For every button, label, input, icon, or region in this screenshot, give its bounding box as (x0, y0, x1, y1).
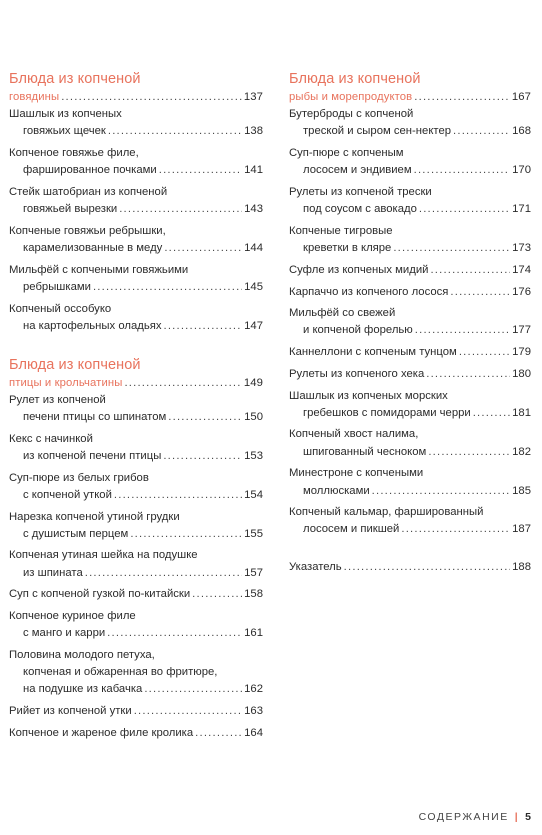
page-ref: 180 (512, 367, 531, 380)
entry-text: Копченое и жареное филе кролика (9, 726, 194, 739)
page-ref: 155 (244, 527, 263, 540)
page-footer (419, 811, 531, 823)
dot-leader (119, 201, 242, 218)
entry-last-line (9, 526, 263, 543)
page-ref: 167 (511, 91, 531, 103)
page-number: 5 (525, 811, 531, 823)
entry-text: фаршированное почками (23, 164, 157, 177)
entry-text: говяжьих щечек (23, 125, 106, 138)
toc-section (9, 70, 263, 335)
entry-last-line (9, 201, 263, 218)
toc-entry[interactable] (289, 305, 531, 339)
section-heading-text: говядины (9, 91, 60, 103)
page-ref: 147 (244, 319, 263, 332)
section-heading-line: Блюда из копченой (9, 356, 141, 373)
entry-title-line: Суп-пюре из белых грибов (9, 471, 149, 484)
dot-leader (144, 681, 242, 698)
entry-text: Суп с копченой гузкой по-китайски (9, 588, 191, 601)
footer-section-label: СОДЕРЖАНИЕ (418, 811, 509, 823)
page-ref: 153 (244, 449, 263, 462)
dot-leader (419, 201, 510, 218)
entry-last-line (9, 703, 263, 720)
section-heading-text: рыбы и морепродуктов (289, 91, 413, 103)
entry-title-line: Копченые говяжьи ребрышки, (9, 224, 166, 237)
dot-leader (428, 444, 510, 461)
toc-entry[interactable] (289, 284, 531, 301)
section-heading-text: птицы и крольчатины (9, 376, 123, 389)
dot-leader (93, 279, 242, 296)
toc-entry[interactable] (9, 547, 263, 581)
page-ref: 177 (512, 324, 531, 337)
section-spacer (289, 543, 531, 559)
entry-last-line (289, 344, 531, 361)
entry-title-line: Копченые тигровые (289, 224, 393, 237)
page-ref: 163 (244, 705, 263, 718)
entry-title-line: копченая и обжаренная во фритюре, (23, 666, 218, 679)
dot-leader (107, 625, 242, 642)
toc-entry[interactable] (9, 586, 263, 603)
toc-entry[interactable] (9, 647, 263, 699)
toc-entry[interactable] (289, 366, 531, 383)
page-ref: 161 (244, 627, 263, 640)
entry-title-line: Копченая утиная шейка на подушке (9, 549, 198, 562)
entry-text: шпигованный чесноком (303, 445, 427, 458)
page-ref: 179 (512, 346, 531, 359)
entry-last-line (289, 483, 531, 500)
dot-leader (453, 123, 510, 140)
section-heading-line: Блюда из копченой (9, 71, 141, 87)
entry-last-line (289, 322, 531, 339)
toc-entry[interactable] (289, 106, 531, 140)
entry-last-line (289, 201, 531, 218)
dot-leader (430, 262, 510, 279)
page-ref: 149 (243, 376, 263, 389)
page-ref: 187 (512, 523, 531, 536)
page-ref: 185 (512, 484, 531, 497)
toc-entry[interactable] (9, 184, 263, 218)
entry-title-line: Рулет из копченой (9, 393, 106, 406)
entry-text: говяжьей вырезки (23, 203, 118, 216)
page-ref: 157 (244, 566, 263, 579)
entry-text: Каннеллони с копченым тунцом (289, 346, 457, 359)
entry-last-line (9, 681, 263, 698)
entry-title-line: Нарезка копченой утиной грудки (9, 510, 180, 523)
entry-text: гребешков с помидорами черри (303, 406, 471, 419)
entry-title-line: Минестроне с копчеными (289, 467, 424, 480)
dot-leader (414, 89, 510, 106)
entry-last-line (9, 409, 263, 426)
entry-text: ребрышками (23, 281, 91, 294)
entry-title-line: Шашлык из копченых (9, 108, 122, 121)
index-text: Указатель (289, 561, 342, 574)
page-ref: 154 (244, 488, 263, 501)
toc-entry[interactable] (289, 426, 531, 460)
page-ref: 137 (243, 91, 263, 103)
entry-last-line (289, 162, 531, 179)
page-ref: 182 (512, 445, 531, 458)
dot-leader (130, 526, 242, 543)
entry-last-line (9, 123, 263, 140)
entry-text: карамелизованные в меду (23, 242, 163, 255)
toc-left-column (9, 70, 263, 747)
dot-leader (344, 559, 510, 576)
entry-last-line (9, 240, 263, 257)
entry-last-line (289, 405, 531, 422)
entry-title-line: Копченое куриное филе (9, 610, 136, 623)
entry-title-line: Стейк шатобриан из копченой (9, 186, 168, 199)
page-ref: 150 (244, 411, 263, 424)
entry-last-line (9, 162, 263, 179)
dot-leader (85, 565, 242, 582)
page-ref: 145 (244, 281, 263, 294)
toc-entry[interactable] (9, 509, 263, 543)
entry-title-line: Шашлык из копченых морских (289, 389, 448, 402)
index-last-line (289, 559, 531, 576)
toc-entry[interactable] (9, 431, 263, 465)
toc-section (9, 356, 263, 742)
section-heading-line: Блюда из копченой (289, 71, 421, 87)
entry-last-line (9, 565, 263, 582)
entry-title-line: Рулеты из копченой трески (289, 186, 432, 199)
toc-section (289, 70, 531, 539)
entry-title-line: Суп-пюре с копченым (289, 147, 404, 160)
page-ref: 168 (512, 125, 531, 138)
entry-last-line (289, 366, 531, 383)
toc-entry[interactable] (289, 145, 531, 179)
dot-leader (195, 725, 242, 742)
entry-title-line: Мильфёй со свежей (289, 307, 396, 320)
entry-text: на картофельных оладьях (23, 319, 162, 332)
entry-title-line: Бутерброды с копченой (289, 108, 414, 121)
entry-text: под соусом с авокадо (303, 203, 417, 216)
entry-text: печени птицы со шпинатом (23, 411, 167, 424)
toc-entry[interactable] (9, 392, 263, 426)
entry-title-line: Копченый кальмар, фаршированный (289, 506, 484, 519)
entry-title-line: Кекс с начинкой (9, 432, 93, 445)
entry-last-line (9, 487, 263, 504)
dot-leader (459, 344, 510, 361)
page-ref: 138 (244, 125, 263, 138)
dot-leader (163, 318, 242, 335)
entry-text: Рийет из копченой утки (9, 705, 132, 718)
entry-last-line (289, 240, 531, 257)
entry-text: с манго и карри (23, 627, 106, 640)
dot-leader (415, 322, 510, 339)
entry-last-line (9, 625, 263, 642)
entry-title-line: Копченый оссобуко (9, 302, 112, 315)
toc-entry[interactable] (289, 184, 531, 218)
entry-text: и копченой форелью (303, 324, 413, 337)
page-ref: 162 (244, 683, 263, 696)
page-ref: 174 (512, 263, 531, 276)
toc-entry[interactable] (9, 608, 263, 642)
dot-leader (192, 586, 242, 603)
page-ref: 181 (512, 406, 531, 419)
toc-entry[interactable] (289, 344, 531, 361)
page-ref: 176 (512, 285, 531, 298)
dot-leader (414, 162, 511, 179)
toc-entry[interactable] (289, 388, 531, 422)
dot-leader (372, 483, 510, 500)
entry-text: на подушке из кабачка (23, 683, 143, 696)
toc-entry[interactable] (9, 725, 263, 742)
page-ref: 141 (244, 164, 263, 177)
page-ref: 164 (244, 726, 263, 739)
section-spacer (9, 340, 263, 356)
dot-leader (124, 375, 241, 392)
page-ref: 170 (512, 164, 531, 177)
entry-text: моллюсками (303, 484, 370, 497)
entry-title-line: Копченый хвост налима, (289, 428, 419, 441)
toc-entry[interactable] (9, 301, 263, 335)
entry-last-line (289, 444, 531, 461)
entry-last-line (9, 318, 263, 335)
dot-leader (163, 448, 242, 465)
page-ref: 143 (244, 203, 263, 216)
entry-title-line: Копченое говяжье филе, (9, 147, 139, 160)
toc-entry[interactable] (9, 145, 263, 179)
toc-entry[interactable] (9, 703, 263, 720)
section-heading-last-line (9, 89, 263, 106)
toc-entry[interactable] (289, 223, 531, 257)
entry-text: лососем и эндивием (303, 164, 412, 177)
entry-last-line (9, 279, 263, 296)
toc-entry[interactable] (9, 262, 263, 296)
index-entry[interactable] (289, 559, 531, 576)
page-ref: 144 (244, 242, 263, 255)
entry-text: с копченой уткой (23, 488, 112, 501)
dot-leader (134, 703, 242, 720)
dot-leader (450, 284, 510, 301)
entry-text: с душистым перцем (23, 527, 129, 540)
section-heading[interactable] (9, 70, 263, 106)
toc-right-column (289, 70, 531, 581)
dot-leader (164, 240, 242, 257)
page-ref: 158 (244, 588, 263, 601)
page-ref: 171 (512, 203, 531, 216)
section-heading-last-line (289, 89, 531, 106)
entry-last-line (9, 586, 263, 603)
dot-leader (426, 366, 510, 383)
entry-title-line: Мильфёй с копчеными говяжьими (9, 263, 189, 276)
entry-text: Суфле из копченых мидий (289, 263, 429, 276)
entry-title-line: Половина молодого петуха, (9, 648, 155, 661)
section-heading-last-line (9, 375, 263, 392)
dot-leader (114, 487, 242, 504)
entry-last-line (9, 725, 263, 742)
entry-last-line (9, 448, 263, 465)
dot-leader (473, 405, 510, 422)
dot-leader (401, 521, 510, 538)
footer-separator: | (514, 811, 520, 823)
entry-text: креветки в кляре (303, 242, 392, 255)
section-heading[interactable] (9, 356, 263, 392)
section-heading[interactable] (289, 70, 531, 106)
toc-entry[interactable] (289, 504, 531, 538)
dot-leader (159, 162, 242, 179)
dot-leader (168, 409, 242, 426)
page-ref: 173 (512, 242, 531, 255)
entry-text: Рулеты из копченого хека (289, 367, 425, 380)
entry-text: из шпината (23, 566, 83, 579)
toc-entry[interactable] (289, 465, 531, 499)
entry-last-line (289, 262, 531, 279)
entry-text: лососем и пикшей (303, 523, 400, 536)
entry-last-line (289, 284, 531, 301)
toc-entry[interactable] (289, 262, 531, 279)
dot-leader (108, 123, 242, 140)
entry-text: Карпаччо из копченого лосося (289, 285, 449, 298)
toc-entry[interactable] (9, 470, 263, 504)
dot-leader (393, 240, 510, 257)
toc-entry[interactable] (9, 223, 263, 257)
entry-last-line (289, 123, 531, 140)
entry-text: треской и сыром сен-нектер (303, 125, 452, 138)
entry-last-line (289, 521, 531, 538)
entry-text: из копченой печени птицы (23, 449, 162, 462)
page-ref: 188 (512, 561, 531, 574)
dot-leader (61, 89, 242, 106)
toc-entry[interactable] (9, 106, 263, 140)
